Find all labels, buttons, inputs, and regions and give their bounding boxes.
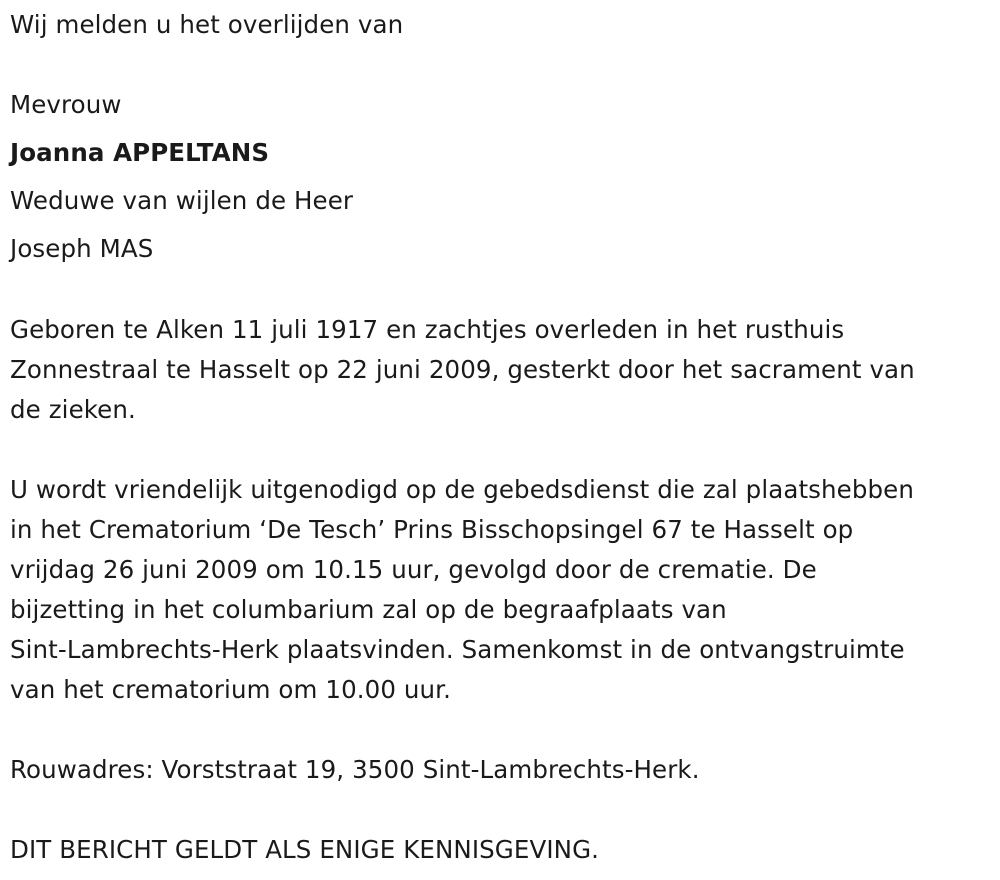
intro-text: Wij melden u het overlijden van bbox=[10, 10, 404, 39]
birth-death-paragraph bbox=[10, 310, 995, 430]
relation-text: Weduwe van wijlen de Heer bbox=[10, 186, 354, 215]
paragraph-line: Zonnestraal te Hasselt op 22 juni 2009, gesterkt door het sacrament van bbox=[10, 355, 915, 384]
paragraph-line: Geboren te Alken 11 juli 1917 en zachtjes overleden in het rusthuis bbox=[10, 315, 845, 344]
paragraph-line: de zieken. bbox=[10, 395, 136, 424]
deceased-name: Joanna APPELTANS bbox=[10, 138, 270, 167]
paragraph-line: vrijdag 26 juni 2009 om 10.15 uur, gevolgd door de crematie. De bbox=[10, 555, 817, 584]
mourning-address bbox=[10, 750, 995, 790]
paragraph-line: in het Crematorium ‘De Tesch’ Prins Bisschopsingel 67 te Hasselt op bbox=[10, 515, 854, 544]
service-paragraph bbox=[10, 470, 995, 710]
salutation: Mevrouw bbox=[10, 90, 122, 119]
paragraph-line: bijzetting in het columbarium zal op de begraafplaats van bbox=[10, 595, 727, 624]
paragraph-line: Sint-Lambrechts-Herk plaatsvinden. Samenkomst in de ontvangstruimte bbox=[10, 635, 905, 664]
paragraph-line: van het crematorium om 10.00 uur. bbox=[10, 675, 451, 704]
spouse-name: Joseph MAS bbox=[10, 234, 154, 263]
closing-text: DIT BERICHT GELDT ALS ENIGE KENNISGEVING. bbox=[10, 835, 600, 864]
mourning-address-text: Rouwadres: Vorststraat 19, 3500 Sint-Lambrechts-Herk. bbox=[10, 755, 700, 784]
paragraph-line: U wordt vriendelijk uitgenodigd op de gebedsdienst die zal plaatshebben bbox=[10, 475, 914, 504]
closing-statement bbox=[10, 830, 995, 870]
